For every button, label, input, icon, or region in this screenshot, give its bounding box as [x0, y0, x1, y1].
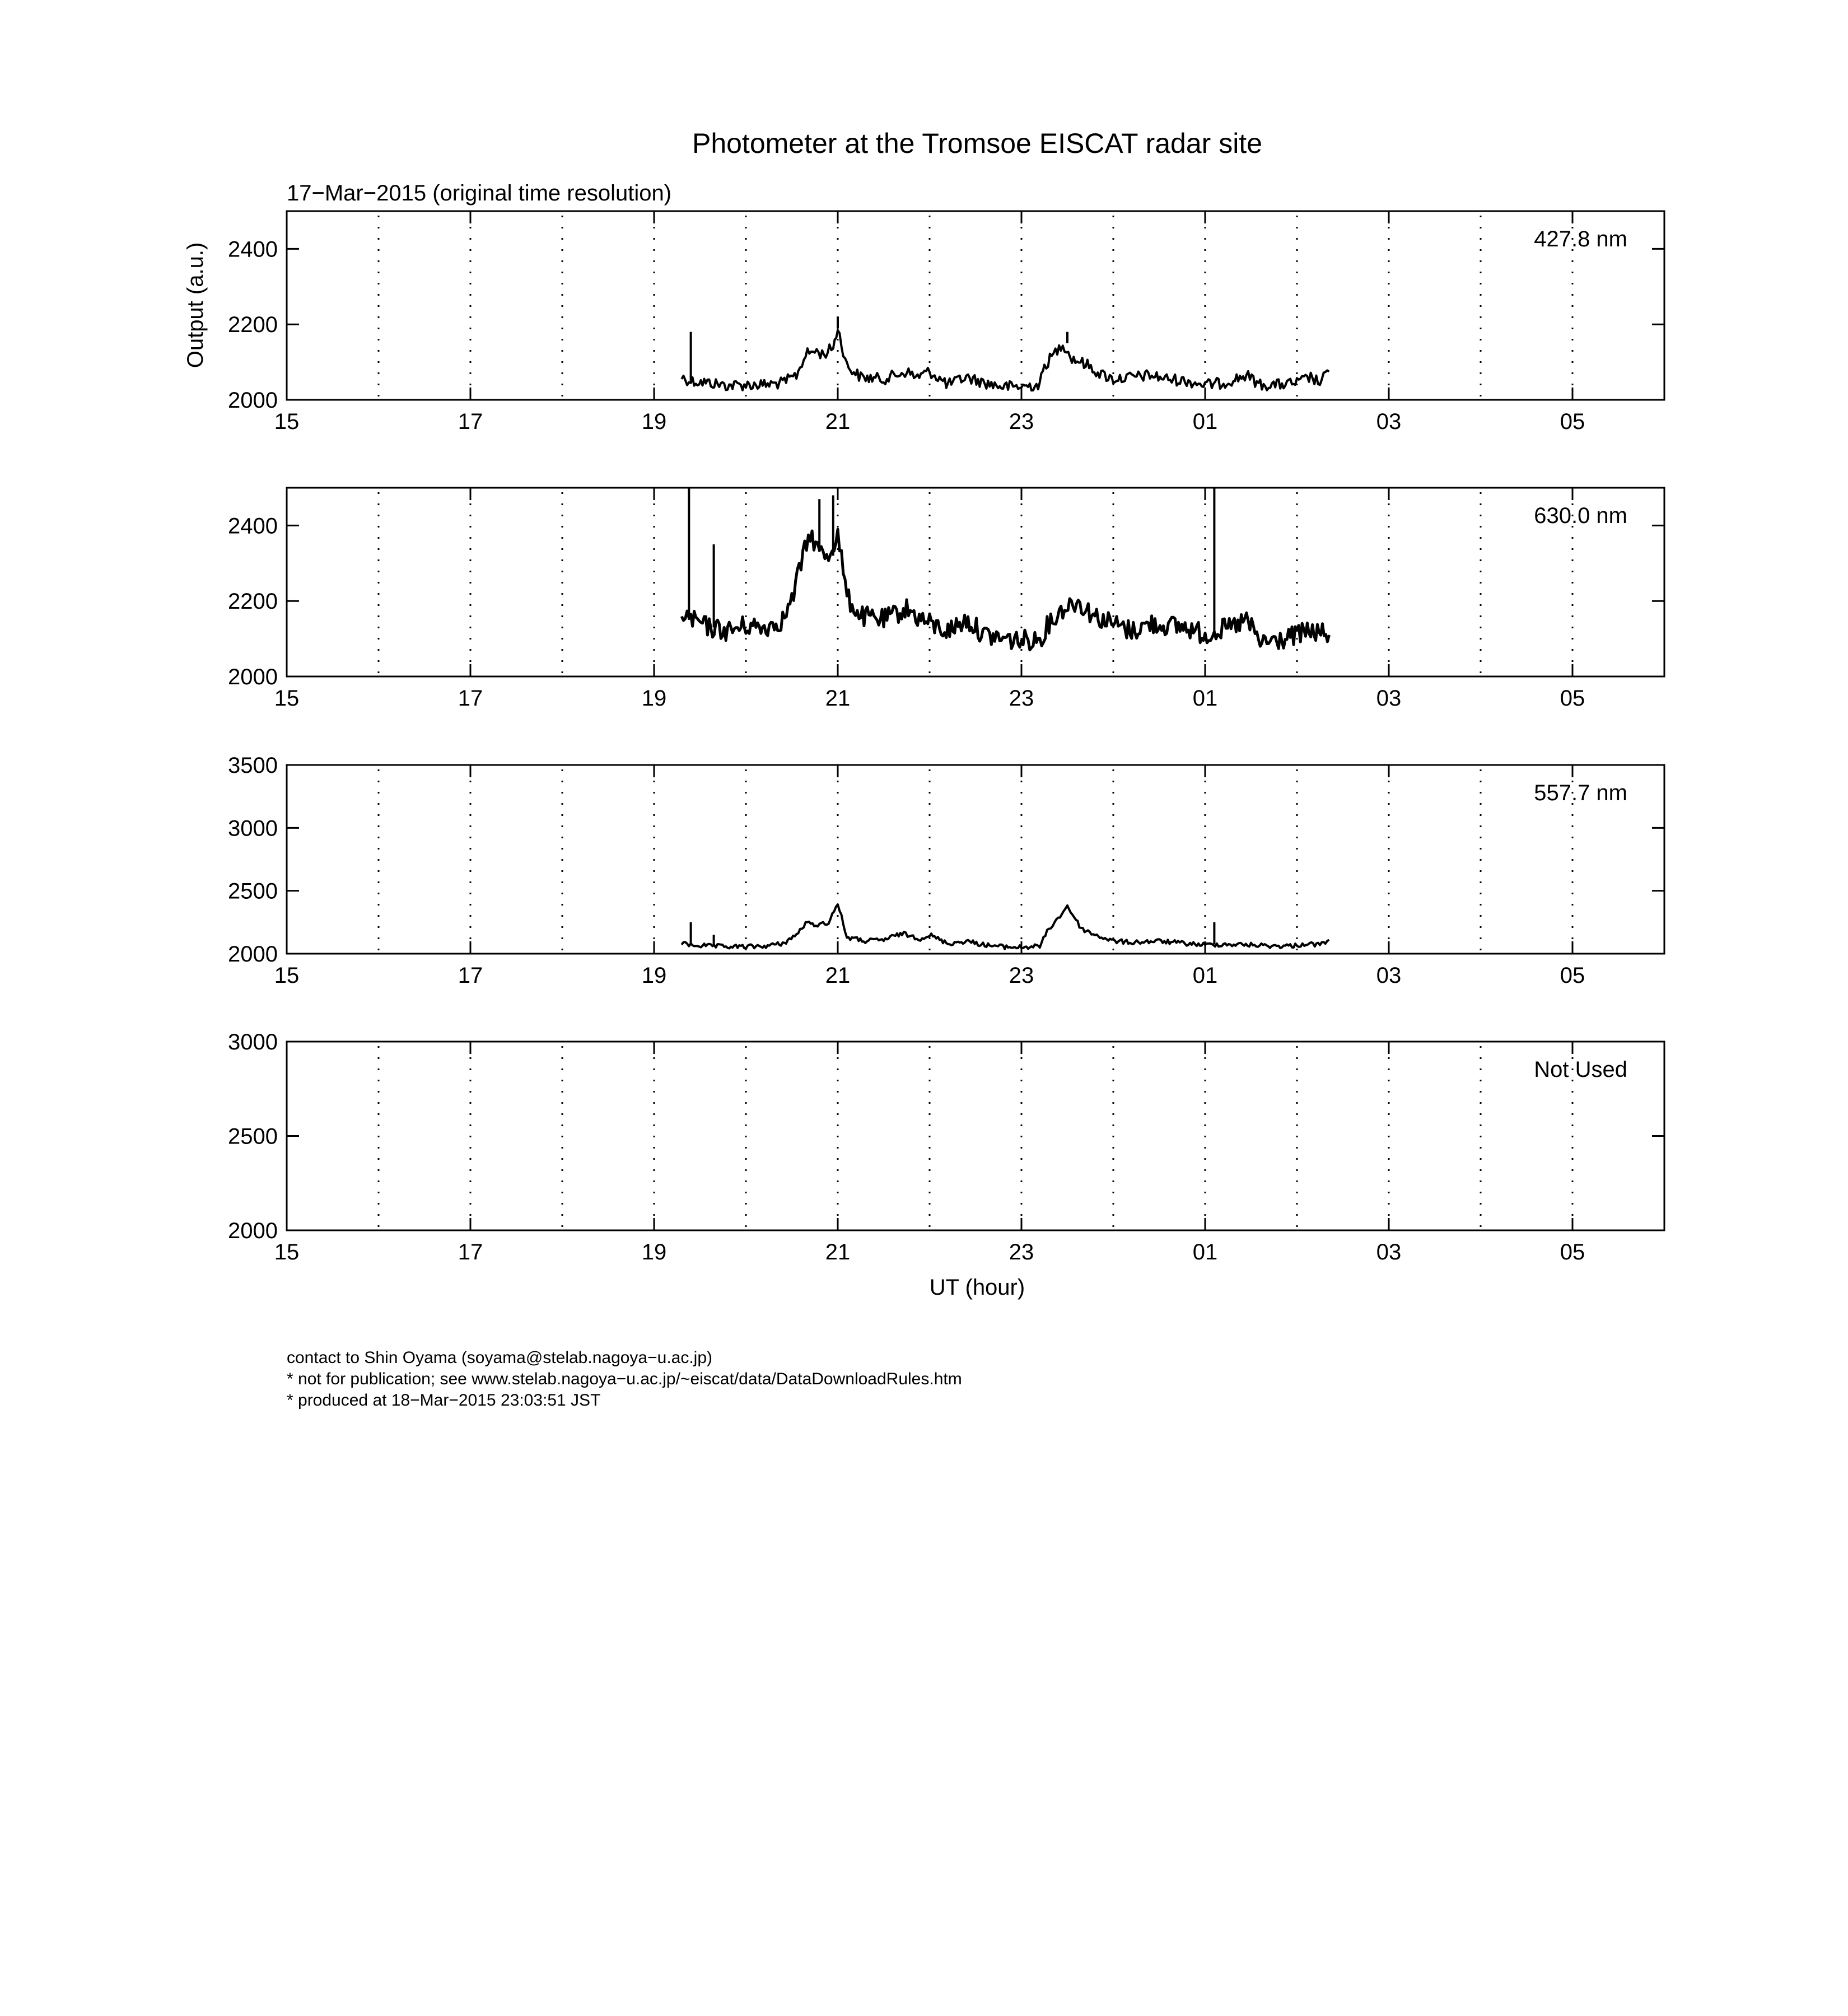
- footer-produced-at: * produced at 18−Mar−2015 23:03:51 JST: [287, 1391, 601, 1410]
- x-tick-label: 23: [1009, 686, 1034, 711]
- x-tick-label: 01: [1192, 963, 1218, 988]
- x-tick-label: 01: [1192, 409, 1218, 434]
- y-tick-label: 2000: [228, 1219, 278, 1243]
- x-tick-label: 03: [1376, 963, 1402, 988]
- x-tick-label: 21: [825, 686, 851, 711]
- footer-publication-note: * not for publication; see www.stelab.nagoya−u.ac.jp/~eiscat/data/DataDownloadRules.htm: [287, 1370, 962, 1388]
- data-trace: [682, 904, 1329, 949]
- x-tick-label: 15: [274, 686, 300, 711]
- data-trace: [682, 529, 1329, 650]
- y-tick-label: 2000: [228, 942, 278, 967]
- panel-4: [228, 1030, 1664, 1264]
- x-tick-label: 05: [1560, 409, 1585, 434]
- plot-frame: [287, 488, 1664, 676]
- figure-title: Photometer at the Tromsoe EISCAT radar site: [692, 128, 1263, 159]
- y-tick-label: 3500: [228, 753, 278, 778]
- x-tick-label: 17: [458, 409, 483, 434]
- panel-3: [228, 753, 1664, 988]
- x-tick-label: 23: [1009, 1240, 1034, 1264]
- x-tick-label: 05: [1560, 686, 1585, 711]
- y-tick-label: 2500: [228, 1124, 278, 1149]
- plot-frame: [287, 211, 1664, 400]
- x-tick-label: 03: [1376, 1240, 1402, 1264]
- panel-2: [228, 488, 1664, 711]
- x-tick-label: 01: [1192, 686, 1218, 711]
- x-tick-label: 05: [1560, 963, 1585, 988]
- x-tick-label: 19: [641, 686, 667, 711]
- y-tick-label: 2400: [228, 514, 278, 539]
- channel-label: Not Used: [1534, 1057, 1627, 1082]
- x-tick-label: 05: [1560, 1240, 1585, 1264]
- y-tick-label: 2000: [228, 388, 278, 413]
- x-tick-label: 15: [274, 1240, 300, 1264]
- panels: [228, 211, 1664, 1264]
- y-tick-label: 3000: [228, 1030, 278, 1054]
- panel-1: [228, 211, 1664, 434]
- x-tick-label: 03: [1376, 409, 1402, 434]
- y-axis-label: Output (a.u.): [183, 242, 208, 368]
- footer-contact: contact to Shin Oyama (soyama@stelab.nagoya−u.ac.jp): [287, 1348, 713, 1367]
- x-tick-label: 23: [1009, 409, 1034, 434]
- x-tick-label: 15: [274, 963, 300, 988]
- x-tick-label: 19: [641, 1240, 667, 1264]
- y-tick-label: 2400: [228, 237, 278, 262]
- y-tick-label: 2000: [228, 665, 278, 689]
- x-tick-label: 21: [825, 409, 851, 434]
- y-tick-label: 3000: [228, 816, 278, 841]
- channel-label: 557.7 nm: [1534, 781, 1627, 805]
- x-tick-label: 19: [641, 963, 667, 988]
- plot-frame: [287, 765, 1664, 954]
- x-tick-label: 17: [458, 963, 483, 988]
- x-tick-label: 23: [1009, 963, 1034, 988]
- channel-label: 427.8 nm: [1534, 227, 1627, 251]
- x-tick-label: 17: [458, 686, 483, 711]
- x-tick-label: 21: [825, 963, 851, 988]
- x-tick-label: 01: [1192, 1240, 1218, 1264]
- plot-frame: [287, 1042, 1664, 1230]
- x-tick-label: 21: [825, 1240, 851, 1264]
- x-tick-label: 17: [458, 1240, 483, 1264]
- x-tick-label: 15: [274, 409, 300, 434]
- x-axis-label: UT (hour): [929, 1275, 1025, 1300]
- channel-label: 630.0 nm: [1534, 503, 1627, 528]
- x-tick-label: 03: [1376, 686, 1402, 711]
- figure-subtitle: 17−Mar−2015 (original time resolution): [287, 181, 672, 206]
- y-tick-label: 2200: [228, 589, 278, 614]
- y-tick-label: 2500: [228, 879, 278, 904]
- data-trace: [682, 330, 1329, 391]
- x-tick-label: 19: [641, 409, 667, 434]
- y-tick-label: 2200: [228, 312, 278, 338]
